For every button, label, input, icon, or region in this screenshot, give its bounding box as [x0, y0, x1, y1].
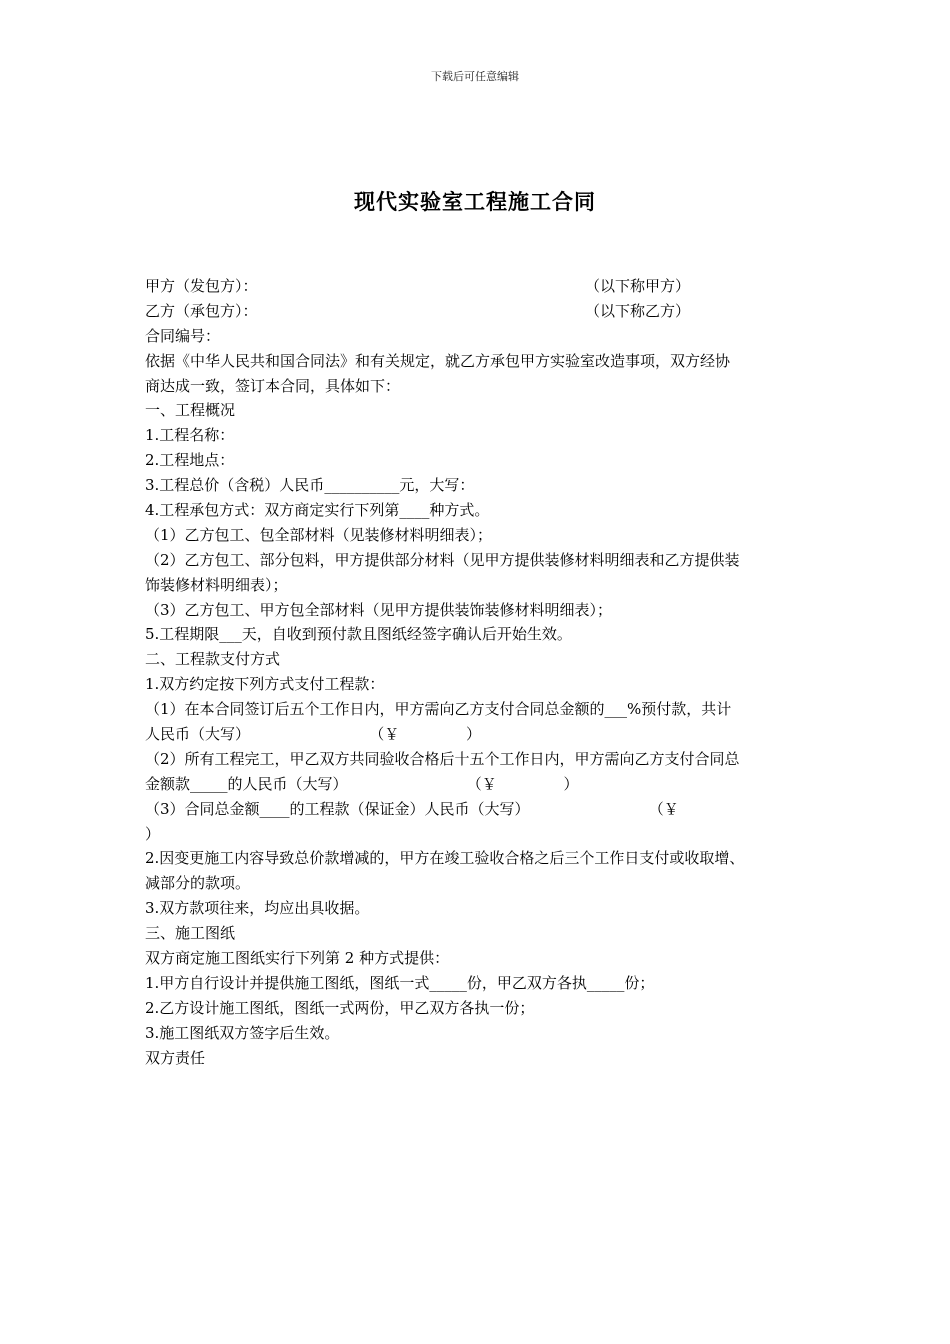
document-title: 现代实验室工程施工合同	[354, 190, 596, 214]
contract-lines	[145, 324, 810, 1071]
party-b-row	[145, 299, 810, 324]
text-line: 5.工程期限___天，自收到预付款且图纸经签字确认后开始生效。	[145, 625, 572, 644]
text-line: 金额款_____的人民币（大写） （￥ ）	[145, 774, 579, 793]
section-heading: 二、工程款支付方式	[145, 650, 281, 669]
text-line: 3.双方款项往来，均应出具收据。	[145, 899, 370, 918]
text-line: 2.工程地点：	[145, 451, 235, 470]
text-line: （2）乙方包工、部分包料，甲方提供部分材料（见甲方提供装修材料明细表和乙方提供装	[145, 550, 740, 569]
party-a-row	[145, 274, 810, 299]
party-a-label: 甲方（发包方）：	[145, 277, 258, 295]
text-line: （2）所有工程完工，甲乙双方共同验收合格后十五个工作日内，甲方需向乙方支付合同总	[145, 749, 740, 768]
text-line: （3）合同总金额____的工程款（保证金）人民币（大写） （￥	[145, 799, 679, 818]
party-a-note: （以下称甲方）	[585, 277, 691, 295]
text-line: 1.双方约定按下列方式支付工程款：	[145, 675, 385, 694]
text-line: 1.甲方自行设计并提供施工图纸，图纸一式_____份，甲乙双方各执_____份；	[145, 973, 655, 992]
text-line: 1.工程名称：	[145, 426, 235, 445]
party-b-note: （以下称乙方）	[585, 301, 691, 320]
text-line: 依据《中华人民共和国合同法》和有关规定，就乙方承包甲方实验室改造事项，双方经协	[145, 351, 731, 370]
text-line: （1）乙方包工、包全部材料（见装修材料明细表）；	[145, 525, 493, 544]
text-line: 双方责任	[145, 1048, 206, 1067]
text-line: ）	[145, 824, 161, 843]
text-line: 人民币（大写） （￥ ）	[145, 725, 481, 744]
text-line: （3）乙方包工、甲方包全部材料（见甲方提供装饰装修材料明细表）；	[145, 600, 613, 619]
text-line: 商达成一致，签订本合同，具体如下：	[145, 376, 401, 395]
text-line: 3.施工图纸双方签字后生效。	[145, 1023, 340, 1042]
text-line: 减部分的款项。	[145, 874, 251, 893]
page-header: 下载后可任意编辑	[431, 70, 519, 83]
section-heading: 一、工程概况	[145, 401, 236, 420]
document-body	[145, 274, 810, 1071]
text-line: 饰装修材料明细表）；	[145, 575, 288, 594]
party-b-label: 乙方（承包方）：	[145, 301, 258, 320]
section-heading: 三、施工图纸	[145, 924, 236, 943]
text-line: 4.工程承包方式：双方商定实行下列第____种方式。	[145, 501, 490, 520]
text-line: （1）在本合同签订后五个工作日内，甲方需向乙方支付合同总金额的___%预付款，共计	[145, 700, 732, 719]
text-line: 3.工程总价（含税）人民币__________元，大写：	[145, 476, 475, 495]
text-line: 2.因变更施工内容导致总价款增减的，甲方在竣工验收合格之后三个工作日支付或收取增、	[145, 849, 745, 868]
text-line: 2.乙方设计施工图纸，图纸一式两份，甲乙双方各执一份；	[145, 998, 535, 1017]
text-line: 合同编号：	[145, 326, 221, 345]
text-line: 双方商定施工图纸实行下列第 2 种方式提供：	[145, 949, 450, 968]
